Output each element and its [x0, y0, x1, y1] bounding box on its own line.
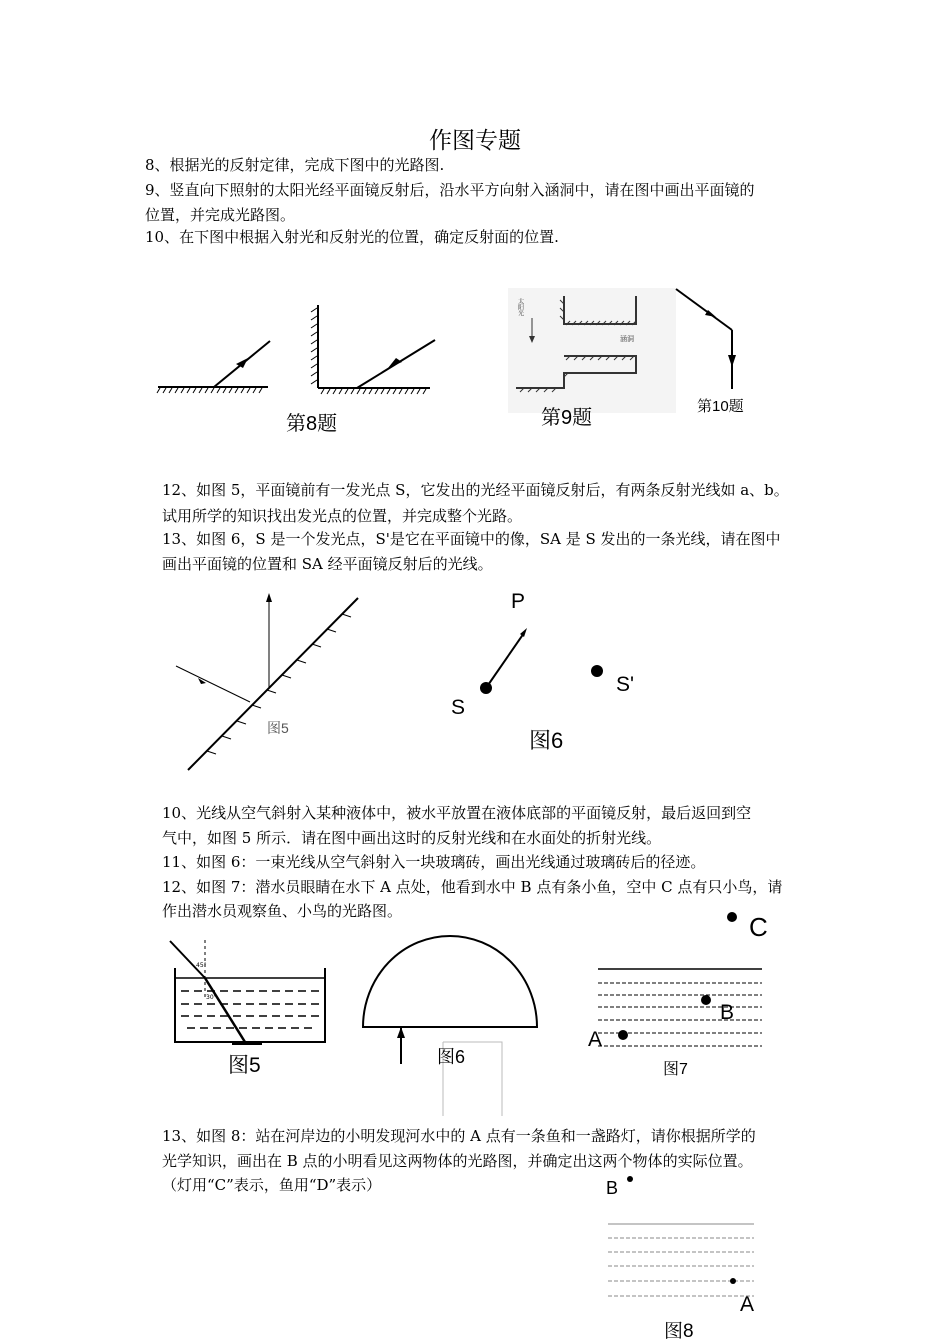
point-a-river-label: A	[740, 1293, 755, 1316]
figure-5-mirror	[170, 590, 370, 775]
figure-8-right	[302, 300, 437, 400]
figure-6-points	[470, 620, 620, 700]
figure-7-water	[590, 905, 770, 1055]
figure-10-rays	[670, 285, 750, 395]
question-13b-line3: （灯用“C”表示，鱼用“D”表示）	[162, 1176, 382, 1194]
question-12a-line1: 12、如图 5，平面镜前有一发光点 S，它发出的光经平面镜反射后，有两条反射光线如 a、b。	[162, 481, 789, 499]
question-9-line2: 位置，并完成光路图。	[145, 206, 296, 224]
figure-8-river-label: 图8	[664, 1321, 694, 1342]
figure-5-label: 图5	[267, 720, 289, 736]
question-13b-line1: 13、如图 8：站在河岸边的小明发现河水中的 A 点有一条鱼和一盏路灯，请你根据所学的	[162, 1127, 756, 1145]
point-c-label: C	[749, 912, 768, 942]
question-13a-line2: 画出平面镜的位置和 SA 经平面镜反射后的光线。	[162, 555, 493, 573]
figure-6-glass	[355, 930, 545, 1120]
point-a-label: A	[588, 1028, 603, 1051]
figure-8-river	[600, 1170, 765, 1310]
question-11: 11、如图 6：一束光线从空气斜射入一块玻璃砖，画出光线通过玻璃砖后的径迹。	[162, 853, 706, 871]
tunnel-label: 涵洞	[620, 335, 634, 343]
question-12b-line2: 作出潜水员观察鱼、小鸟的光路图。	[162, 902, 403, 920]
point-p-label: P	[511, 590, 526, 613]
figure-8-left	[150, 330, 275, 400]
figure-8-label: 第8题	[286, 413, 338, 435]
point-b-river-label: B	[606, 1178, 619, 1198]
angle-45-label: 45°	[196, 962, 207, 969]
point-s-label: S	[451, 696, 466, 719]
point-s-prime-label: S'	[616, 673, 635, 696]
question-10: 10、在下图中根据入射光和反射光的位置，确定反射面的位置.	[145, 228, 559, 246]
point-b-label: B	[720, 1001, 735, 1024]
figure-5-tank	[165, 938, 335, 1048]
question-10b-line1: 10、光线从空气斜射入某种液体中，被水平放置在液体底部的平面镜反射，最后返回到空	[162, 804, 752, 822]
figure-10-label: 第10题	[697, 398, 744, 415]
figure-7-label: 图7	[663, 1061, 688, 1078]
figure-6-label: 图6	[529, 728, 564, 753]
question-13a-line1: 13、如图 6，S 是一个发光点，S'是它在平面镜中的像，SA 是 S 发出的一条光线，请在图中	[162, 530, 781, 548]
angle-30-label: 30°	[206, 994, 217, 1001]
figure-5b-label: 图5	[228, 1054, 261, 1077]
question-12b-line1: 12、如图 7：潜水员眼睛在水下 A 点处，他看到水中 B 点有条小鱼，空中 C 点有只小鸟，请	[162, 878, 783, 896]
question-9-line1: 9、竖直向下照射的太阳光经平面镜反射后，沿水平方向射入涵洞中，请在图中画出平面镜的	[145, 181, 755, 199]
question-10b-line2: 气中，如图 5 所示．请在图中画出这时的反射光线和在水面处的折射光线。	[162, 829, 662, 847]
sun-label: 太阳光	[516, 298, 524, 316]
question-13b-line2: 光学知识，画出在 B 点的小明看见这两物体的光路图，并确定出这两个物体的实际位置。	[162, 1152, 753, 1170]
question-12a-line2: 试用所学的知识找出发光点的位置，并完成整个光路。	[162, 507, 523, 525]
page-title: 作图专题	[429, 128, 521, 154]
question-8: 8、根据光的反射定律，完成下图中的光路图.	[145, 156, 445, 174]
figure-9-tunnel	[508, 288, 676, 413]
figure-6b-label: 图6	[437, 1047, 466, 1067]
figure-9-label: 第9题	[541, 407, 593, 429]
